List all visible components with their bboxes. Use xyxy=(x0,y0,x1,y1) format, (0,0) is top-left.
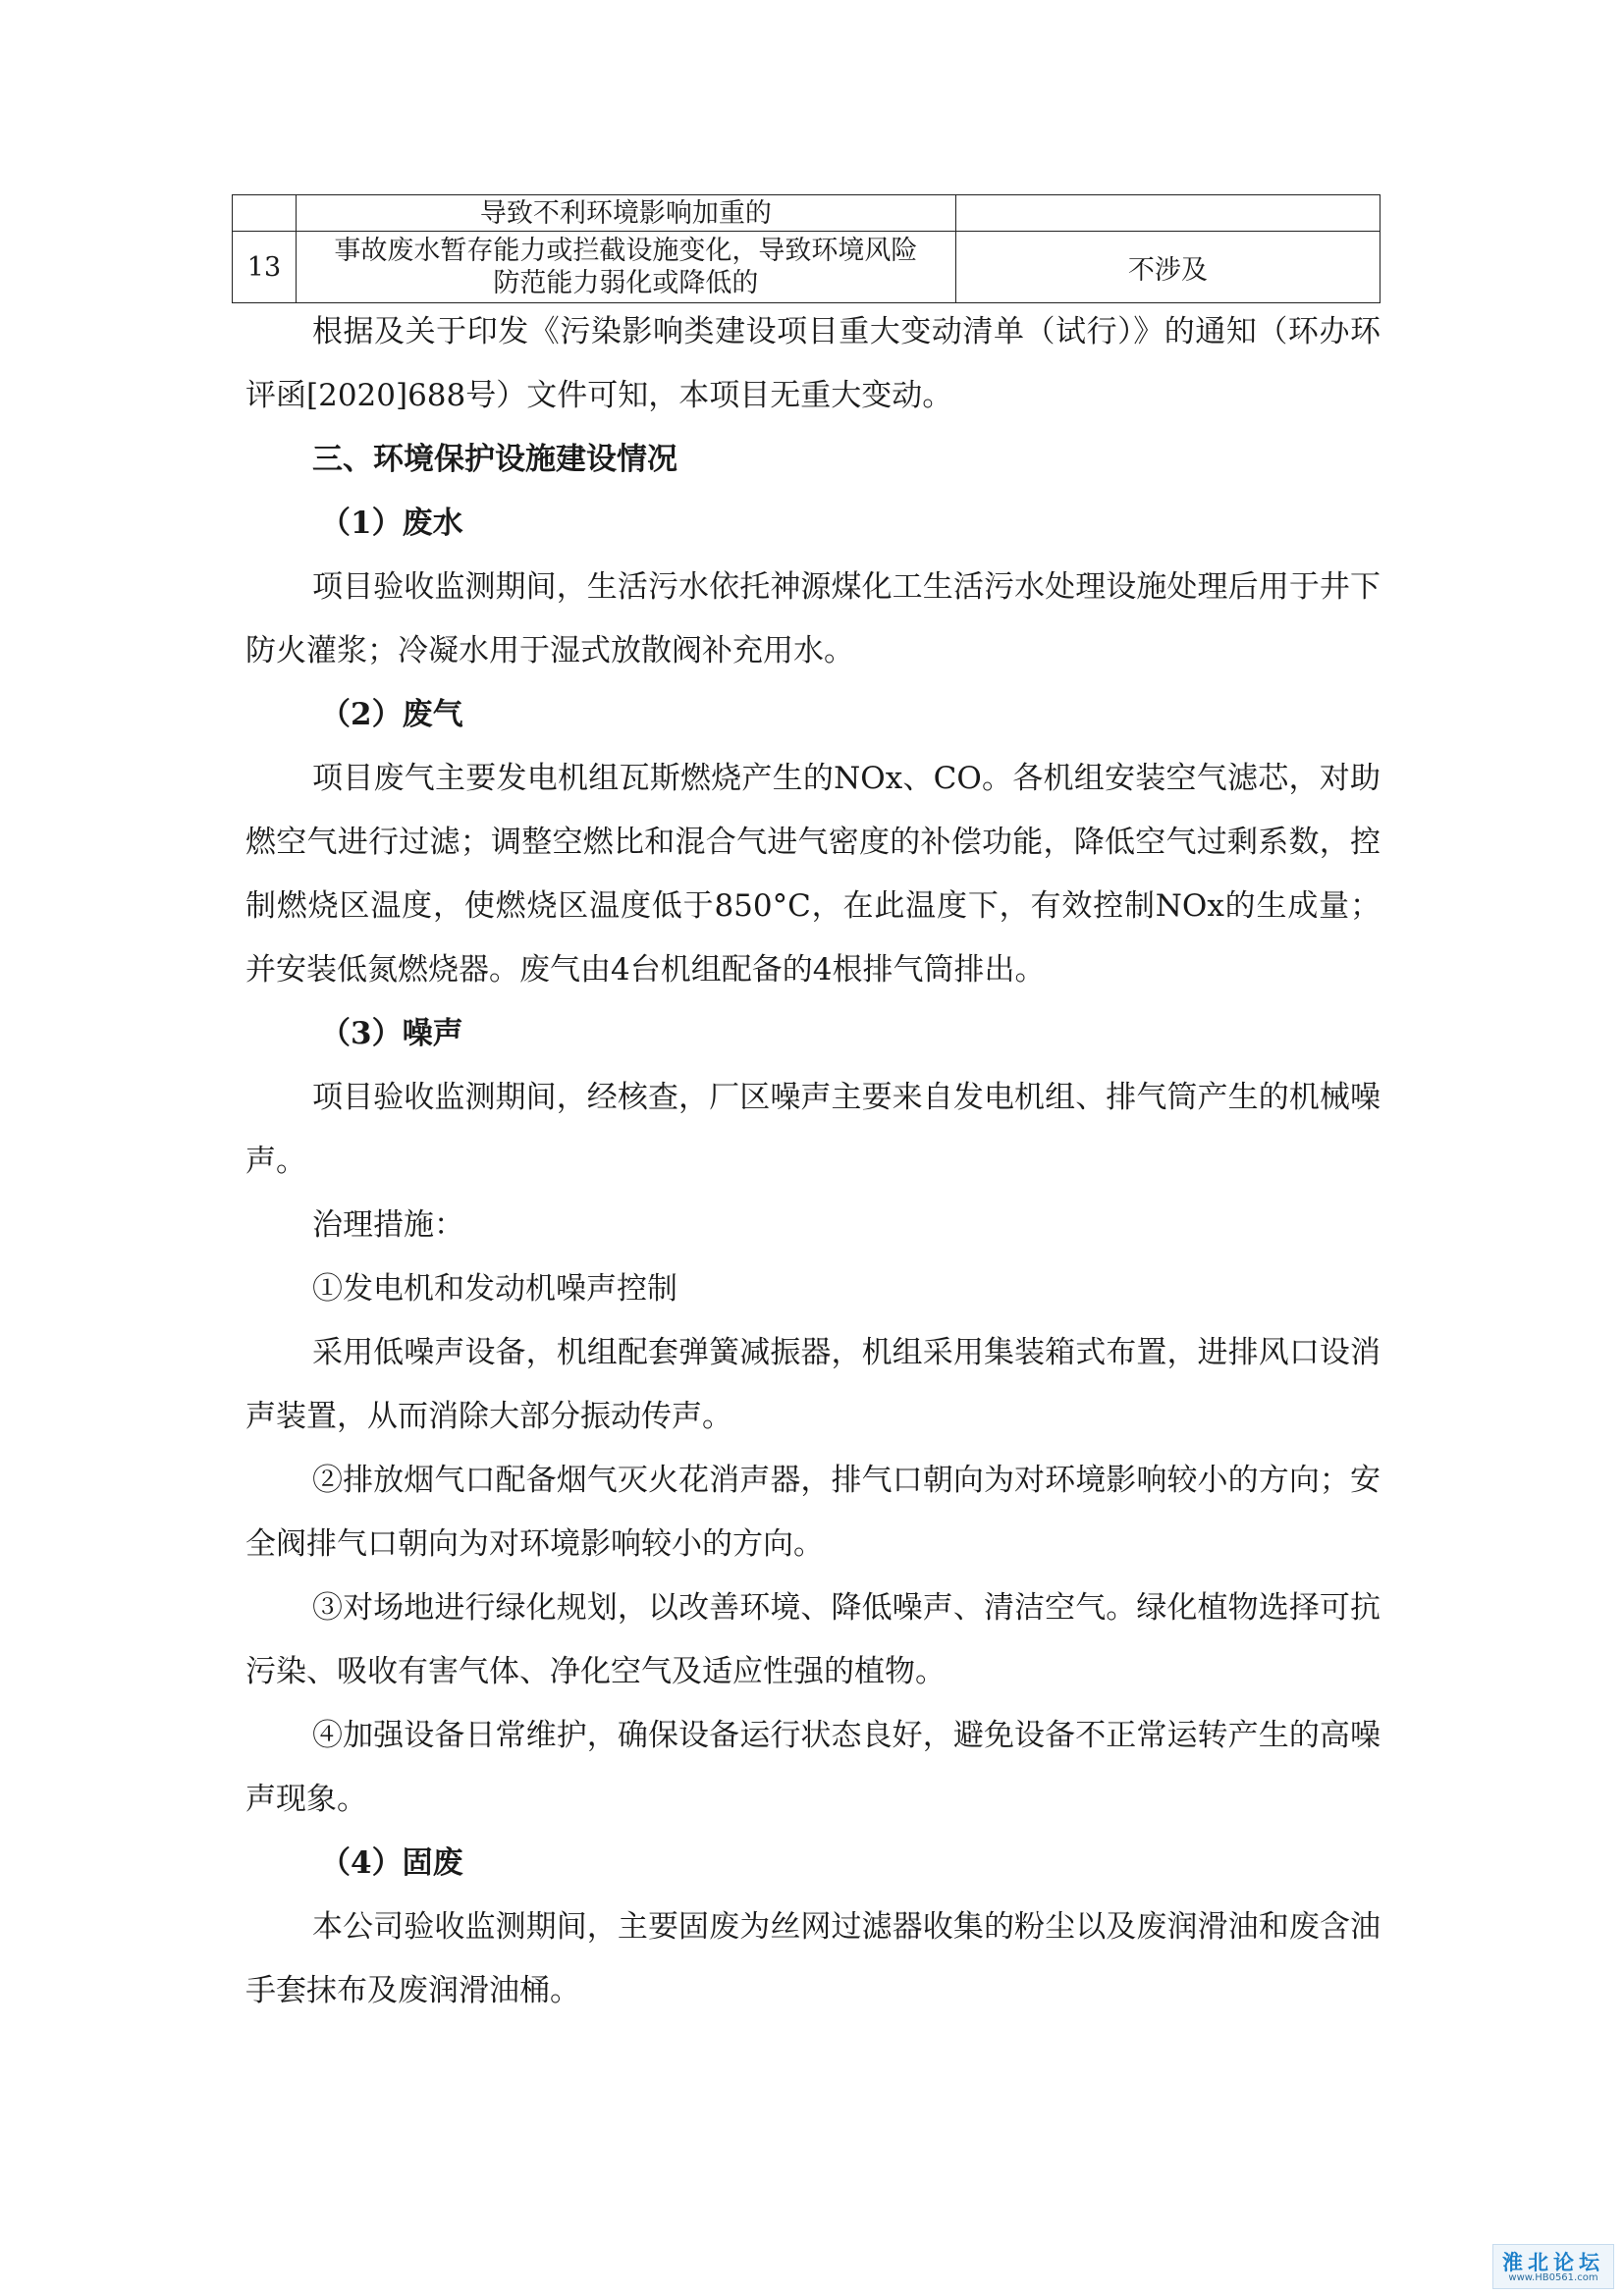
exhaust-heading: （2）废气 xyxy=(320,697,463,732)
row-number-cell: 13 xyxy=(233,232,297,303)
conclusion-paragraph: 根据及关于印发《污染影响类建设项目重大变动清单（试行）》的通知（环办环评函[2020]688号）文件可知，本项目无重大变动。 xyxy=(245,314,1380,413)
solid-waste-paragraph: 本公司验收监测期间，主要固废为丝网过滤器收集的粉尘以及废润滑油和废含油手套抹布及废润滑油桶。 xyxy=(245,1909,1380,2008)
watermark-url: www.HB0561.com xyxy=(1508,2272,1598,2283)
row-result-cell: 不涉及 xyxy=(955,232,1380,303)
row-content-cell xyxy=(296,232,955,303)
document-body xyxy=(245,300,1380,2023)
measure-2-paragraph: ②排放烟气口配备烟气灭火花消声器，排气口朝向为对环境影响较小的方向；安全阀排气口朝向为对环境影响较小的方向。 xyxy=(245,1463,1380,1562)
section-title: 三、环境保护设施建设情况 xyxy=(312,442,677,477)
change-list-table xyxy=(232,194,1380,303)
wastewater-paragraph: 项目验收监测期间，生活污水依托神源煤化工生活污水处理设施处理后用于井下防火灌浆；冷凝水用于湿式放散阀补充用水。 xyxy=(245,569,1380,668)
exhaust-paragraph: 项目废气主要发电机组瓦斯燃烧产生的NOx、CO。各机组安装空气滤芯，对助燃空气进行过滤；调整空燃比和混合气进气密度的补偿功能，降低空气过剩系数，控制燃烧区温度，使燃烧区温度低于850°C，在此温度下，有效控制NOx的生成量；并安装低氮燃烧器。废气由4台机组配备的4根排气筒排出。 xyxy=(245,761,1380,988)
measure-1-paragraph: 采用低噪声设备，机组配套弹簧减振器，机组采用集装箱式布置，进排风口设消声装置，从而消除大部分振动传声。 xyxy=(245,1335,1380,1434)
row-content-cell: 导致不利环境影响加重的 xyxy=(296,195,955,232)
row-content-line: 事故废水暂存能力或拦截设施变化，导致环境风险 xyxy=(334,236,918,266)
row-result-cell xyxy=(955,195,1380,232)
measure-4-paragraph: ④加强设备日常维护，确保设备运行状态良好，避免设备不正常运转产生的高噪声现象。 xyxy=(245,1718,1380,1817)
measures-label: 治理措施： xyxy=(312,1207,464,1243)
noise-heading: （3）噪声 xyxy=(320,1016,463,1051)
row-content-line: 防范能力弱化或降低的 xyxy=(493,268,759,298)
watermark-title: 淮北论坛 xyxy=(1502,2251,1604,2274)
row-number-cell xyxy=(233,195,297,232)
table-row xyxy=(233,195,1380,232)
solid-waste-heading: （4）固废 xyxy=(320,1845,463,1881)
table-row xyxy=(233,232,1380,303)
measure-1-title: ①发电机和发动机噪声控制 xyxy=(312,1271,677,1307)
forum-watermark xyxy=(1492,2244,1614,2289)
measure-3-paragraph: ③对场地进行绿化规划，以改善环境、降低噪声、清洁空气。绿化植物选择可抗污染、吸收有害气体、净化空气及适应性强的植物。 xyxy=(245,1590,1380,1689)
noise-intro-paragraph: 项目验收监测期间，经核查，厂区噪声主要来自发电机组、排气筒产生的机械噪声。 xyxy=(245,1080,1380,1179)
wastewater-heading: （1）废水 xyxy=(320,506,463,541)
